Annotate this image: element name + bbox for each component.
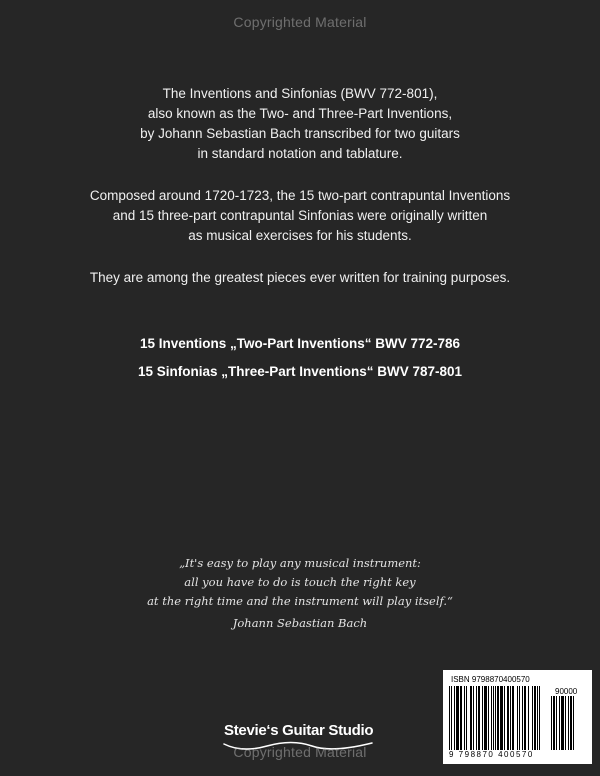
isbn-label: ISBN 9798870400570 <box>451 675 530 684</box>
description-line: in standard notation and tablature. <box>197 146 403 161</box>
bach-quote <box>0 554 600 611</box>
barcode-bars <box>449 686 545 750</box>
description-line: The Inventions and Sinfonias (BWV 772-801), <box>162 86 438 101</box>
publisher-name: Stevie‘s Guitar Studio <box>224 722 374 739</box>
description-line: by Johann Sebastian Bach transcribed for two guitars <box>140 126 460 141</box>
quote-author: Johann Sebastian Bach <box>232 616 368 630</box>
description-line: Composed around 1720-1723, the 15 two-part contrapuntal Inventions <box>89 188 511 203</box>
barcode-addon-bars <box>551 696 587 750</box>
description-line: as musical exercises for his students. <box>188 228 412 243</box>
quote-line: „It's easy to play any musical instrument: <box>179 556 421 570</box>
barcode-addon-number: 90000 <box>555 687 578 696</box>
description-line: also known as the Two- and Three-Part Inventions, <box>147 106 453 121</box>
description-paragraph-3 <box>0 268 600 288</box>
copyright-watermark-bottom: Copyrighted Material <box>233 744 367 760</box>
description-line: They are among the greatest pieces ever written for training purposes. <box>89 270 511 285</box>
quote-line: at the right time and the instrument will play itself.“ <box>147 594 453 608</box>
collection-sinfonias: 15 Sinfonias „Three-Part Inventions“ BWV 787-801 <box>137 364 463 379</box>
description-line: and 15 three-part contrapuntal Sinfonias were originally written <box>112 208 488 223</box>
barcode-digits: 9 798870 400570 <box>449 750 534 759</box>
description-paragraph-1 <box>0 84 600 164</box>
quote-line: all you have to do is touch the right key <box>184 575 416 589</box>
description-paragraph-2 <box>0 186 600 246</box>
copyright-watermark-top: Copyrighted Material <box>233 14 367 30</box>
collection-inventions: 15 Inventions „Two-Part Inventions“ BWV 772-786 <box>139 336 461 351</box>
